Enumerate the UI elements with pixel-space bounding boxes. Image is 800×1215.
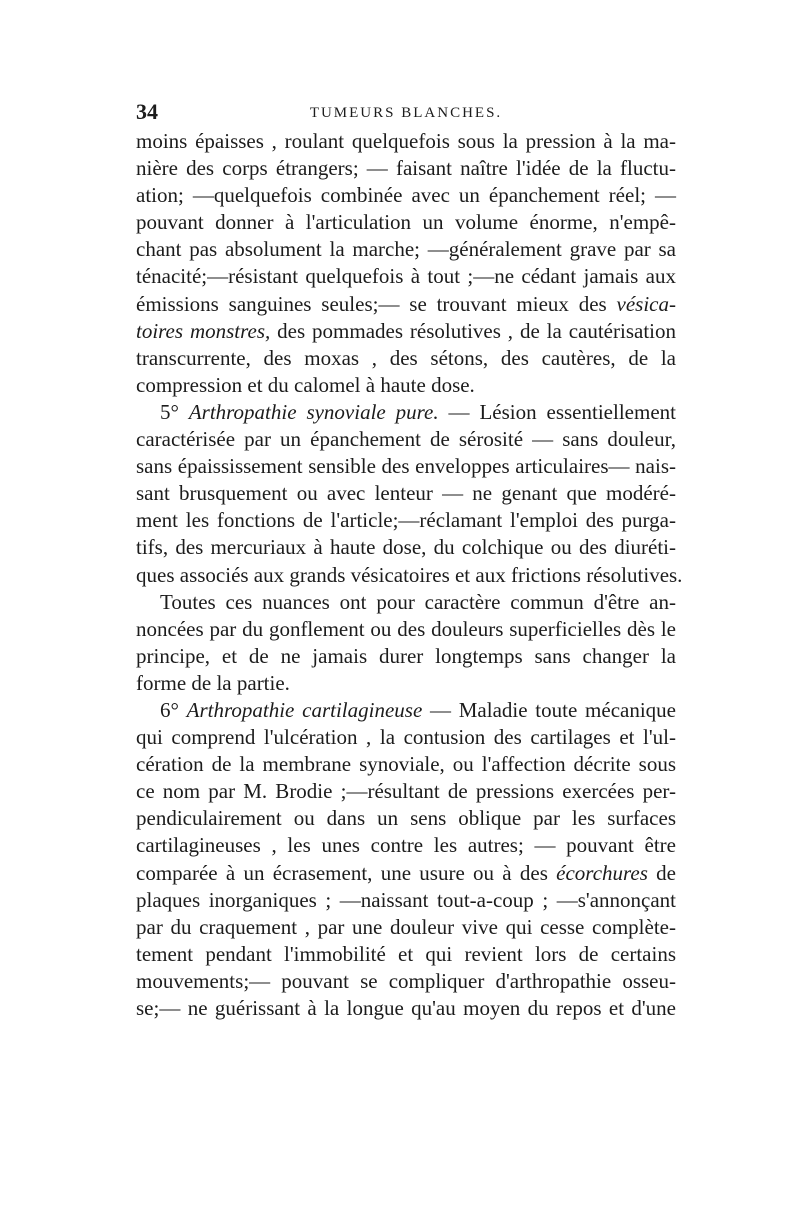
text-segment: nière des corps étrangers; — faisant naître l'idée de la fluctu- (136, 156, 676, 181)
text-line (136, 697, 676, 724)
text-segment: tement pendant l'immobilité et qui revient lors de certains (136, 941, 676, 966)
text-segment: pouvant donner à l'articulation un volume énorme, n'empê- (136, 210, 676, 235)
text-segment: principe, et de ne jamais durer longtemps sans changer la (136, 643, 676, 668)
text-line (136, 182, 676, 209)
text-line (136, 778, 676, 805)
text-line (136, 399, 676, 426)
text-segment: caractérisée par un épanchement de sérosité — sans douleur, (136, 427, 676, 452)
text-segment: mouvements;— pouvant se compliquer d'arthropathie osseu- (136, 968, 676, 993)
text-line (136, 263, 676, 290)
text-line (136, 968, 676, 995)
italic-text: toires monstres, (136, 318, 271, 343)
text-segment: ténacité;—résistant quelquefois à tout ;—ne cédant jamais aux (136, 264, 676, 289)
page-number: 34 (136, 99, 158, 124)
text-line (136, 291, 676, 318)
text-segment: 6° (160, 697, 187, 722)
body-text (136, 128, 683, 1022)
text-segment: ation; —quelquefois combinée avec un épanchement réel; — (136, 183, 676, 208)
text-segment: par du craquement , par une douleur vive qui cesse complète- (136, 914, 676, 939)
text-segment: moins épaisses , roulant quelquefois sous la pression à la ma- (136, 129, 676, 153)
italic-text: Arthropathie synoviale pure. (188, 399, 439, 424)
text-segment: noncées par du gonflement ou des douleurs superficielles dès le (136, 616, 676, 641)
text-segment: des pommades résolutives , de la cautérisation (270, 318, 676, 343)
text-segment: transcurrente, des moxas , des sétons, des cautères, de la (136, 345, 676, 370)
text-line (136, 751, 676, 778)
text-segment: de (647, 860, 676, 885)
text-line (136, 372, 676, 399)
text-line (136, 914, 676, 941)
text-segment: forme de la partie. (136, 670, 290, 695)
text-segment: 5° (160, 399, 189, 424)
text-segment: se;— ne guérissant à la longue qu'au moyen du repos et d'une (136, 996, 676, 1020)
text-segment: plaques inorganiques ; —naissant tout-a-coup ; —s'annonçant (136, 887, 676, 912)
text-segment: ce nom par M. Brodie ;—résultant de pressions exercées per- (136, 779, 676, 804)
text-line (136, 643, 676, 670)
text-line (136, 426, 676, 453)
text-segment: Toutes ces nuances ont pour caractère commun d'être an- (160, 589, 676, 614)
text-segment: compression et du calomel à haute dose. (136, 372, 475, 397)
text-segment: sans épaississement sensible des enveloppes articulaires— nais- (136, 454, 676, 479)
text-line (136, 832, 676, 859)
text-segment: — Lésion essentiellement (438, 399, 676, 424)
text-segment: tifs, des mercuriaux à haute dose, du colchique ou des diuréti- (136, 535, 676, 560)
text-segment: comparée à un écrasement, une usure ou à des (136, 860, 557, 885)
text-line (136, 209, 676, 236)
text-line (136, 236, 676, 263)
text-segment: sant brusquement ou avec lenteur — ne genant que modéré- (136, 481, 676, 506)
text-segment: cération de la membrane synoviale, ou l'affection décrite sous (136, 752, 676, 777)
text-line (136, 941, 676, 968)
text-segment: ment les fonctions de l'article;—réclamant l'emploi des purga- (136, 508, 676, 533)
italic-text: écorchures (556, 860, 648, 885)
text-segment: cartilagineuses , les unes contre les autres; — pouvant être (136, 833, 676, 858)
text-line (136, 616, 676, 643)
text-line (136, 724, 676, 751)
text-line (136, 453, 676, 480)
text-line (136, 480, 676, 507)
text-line (136, 345, 676, 372)
text-line (136, 507, 676, 534)
text-line (136, 670, 676, 697)
italic-text: vésica- (616, 291, 676, 316)
text-segment: ques associés aux grands vésicatoires et aux frictions résolutives. (136, 562, 683, 587)
text-segment: émissions sanguines seules;— se trouvant mieux des (136, 291, 617, 316)
text-line (136, 534, 676, 561)
text-segment: chant pas absolument la marche; —généralement grave par sa (136, 237, 676, 262)
text-line (136, 318, 676, 345)
text-line (136, 562, 683, 589)
text-line (136, 805, 676, 832)
running-head: TUMEURS BLANCHES. (309, 105, 503, 121)
text-segment: pendiculairement ou dans un sens oblique par les surfaces (136, 806, 676, 831)
text-segment: qui comprend l'ulcération , la contusion des cartilages et l'ul- (136, 725, 676, 750)
text-segment: — Maladie toute mécanique (422, 697, 676, 722)
text-line (136, 589, 676, 616)
text-line (136, 995, 676, 1022)
text-line (136, 155, 676, 182)
italic-text: Arthropathie cartilagineuse (186, 697, 423, 722)
text-line (136, 887, 676, 914)
page-header (136, 98, 676, 126)
text-line (136, 860, 676, 887)
text-line (136, 128, 676, 155)
